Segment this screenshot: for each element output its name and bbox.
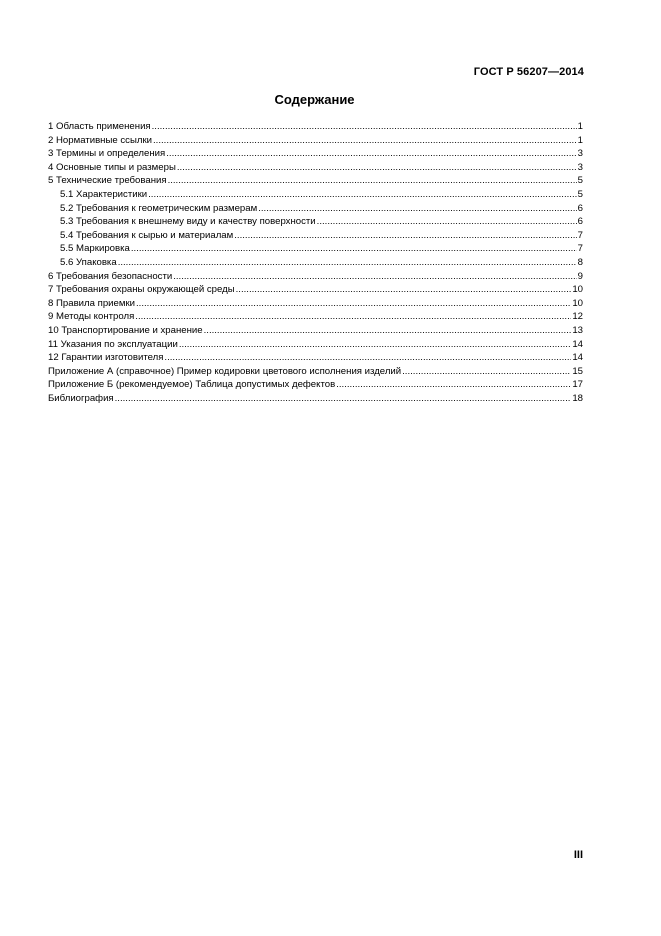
document-code: ГОСТ Р 56207—2014: [473, 66, 584, 78]
toc-entry[interactable]: [48, 310, 583, 324]
toc-leader-dots: [317, 215, 577, 229]
toc-leader-dots: [336, 378, 571, 392]
toc-leader-dots: [115, 392, 572, 406]
toc-leader-dots: [148, 188, 577, 202]
toc-entry-label: 10 Транспортирование и хранение: [48, 324, 203, 336]
toc-entry-label: 5.4 Требования к сырью и материалам: [60, 229, 234, 241]
toc-entry-page: 1: [577, 134, 583, 146]
toc-entry-page: 7: [577, 243, 583, 255]
toc-entry-page: 10: [572, 297, 583, 309]
toc-entry[interactable]: [48, 270, 583, 284]
toc-entry-page: 3: [577, 161, 583, 173]
toc-entry-label: 12 Гарантии изготовителя: [48, 352, 164, 364]
toc-leader-dots: [136, 297, 571, 311]
toc-leader-dots: [179, 338, 572, 352]
toc-leader-dots: [177, 161, 577, 175]
toc-entry[interactable]: [48, 174, 583, 188]
toc-entry-label: 7 Требования охраны окружающей среды: [48, 284, 235, 296]
toc-entry-page: 1: [577, 121, 583, 132]
toc-entry-page: 5: [577, 175, 583, 187]
toc-entry-page: 7: [577, 229, 583, 241]
toc-entry[interactable]: [48, 283, 583, 297]
toc-leader-dots: [152, 120, 577, 134]
toc-entry-label: Приложение Б (рекомендуемое) Таблица допустимых дефектов: [48, 379, 336, 391]
toc-entry-page: 6: [577, 216, 583, 228]
toc-entry-label: 9 Методы контроля: [48, 311, 135, 323]
toc-entry-label: 5.3 Требования к внешнему виду и качеству поверхности: [60, 216, 316, 228]
toc-entry-label: 2 Нормативные ссылки: [48, 134, 153, 146]
toc-entry-page: 17: [572, 379, 583, 391]
toc-leader-dots: [118, 256, 577, 270]
toc-entry[interactable]: [48, 392, 583, 406]
toc-leader-dots: [402, 365, 571, 379]
toc-entry-label: 5 Технические требования: [48, 175, 167, 187]
toc-entry-label: 8 Правила приемки: [48, 297, 135, 309]
toc-entry-page: 8: [577, 256, 583, 268]
toc-entry[interactable]: [48, 202, 583, 216]
toc-leader-dots: [173, 270, 576, 284]
toc-leader-dots: [204, 324, 572, 338]
toc-entry-page: 15: [572, 365, 583, 377]
toc-entry-label: 11 Указания по эксплуатации: [48, 338, 178, 350]
toc-entry-page: 9: [577, 270, 583, 282]
toc-leader-dots: [234, 229, 576, 243]
toc-entry[interactable]: [48, 338, 583, 352]
toc-entry[interactable]: [48, 324, 583, 338]
table-of-contents: [48, 120, 583, 405]
toc-entry-page: 12: [572, 311, 583, 323]
toc-entry[interactable]: [48, 134, 583, 148]
toc-entry-label: 5.6 Упаковка: [60, 256, 117, 268]
toc-entry[interactable]: [48, 215, 583, 229]
toc-entry[interactable]: [48, 297, 583, 311]
toc-entry-label: 5.5 Маркировка: [60, 243, 130, 255]
toc-entry-label: 6 Требования безопасности: [48, 270, 173, 282]
toc-entry-label: 5.2 Требования к геометрическим размерам: [60, 202, 258, 214]
toc-entry[interactable]: [48, 351, 583, 365]
toc-entry-page: 14: [572, 352, 583, 364]
toc-leader-dots: [131, 242, 577, 256]
toc-entry[interactable]: [48, 365, 583, 379]
toc-entry-label: 3 Термины и определения: [48, 148, 166, 160]
toc-entry-label: 4 Основные типы и размеры: [48, 161, 176, 173]
toc-entry-label: 1 Область применения: [48, 121, 151, 132]
toc-entry-page: 10: [572, 284, 583, 296]
toc-leader-dots: [168, 174, 577, 188]
toc-entry[interactable]: [48, 256, 583, 270]
toc-entry[interactable]: [48, 229, 583, 243]
toc-entry-page: 14: [572, 338, 583, 350]
toc-entry-page: 3: [577, 148, 583, 160]
toc-entry-page: 13: [572, 324, 583, 336]
toc-leader-dots: [258, 202, 576, 216]
toc-entry[interactable]: [48, 147, 583, 161]
toc-entry-page: 5: [577, 188, 583, 200]
page-number: III: [573, 849, 583, 861]
toc-entry[interactable]: [48, 378, 583, 392]
toc-leader-dots: [153, 134, 577, 148]
toc-entry-label: 5.1 Характеристики: [60, 188, 148, 200]
toc-title: Содержание: [274, 92, 355, 107]
toc-entry[interactable]: [48, 120, 583, 134]
toc-entry-page: 18: [572, 392, 583, 404]
toc-entry-page: 6: [577, 202, 583, 214]
toc-leader-dots: [236, 283, 572, 297]
toc-entry-label: Библиография: [48, 392, 114, 404]
toc-leader-dots: [164, 351, 571, 365]
toc-leader-dots: [166, 147, 576, 161]
toc-entry-label: Приложение А (справочное) Пример кодировки цветового исполнения изделий: [48, 365, 402, 377]
toc-entry[interactable]: [48, 161, 583, 175]
toc-leader-dots: [135, 310, 571, 324]
toc-entry[interactable]: [48, 188, 583, 202]
toc-entry[interactable]: [48, 242, 583, 256]
